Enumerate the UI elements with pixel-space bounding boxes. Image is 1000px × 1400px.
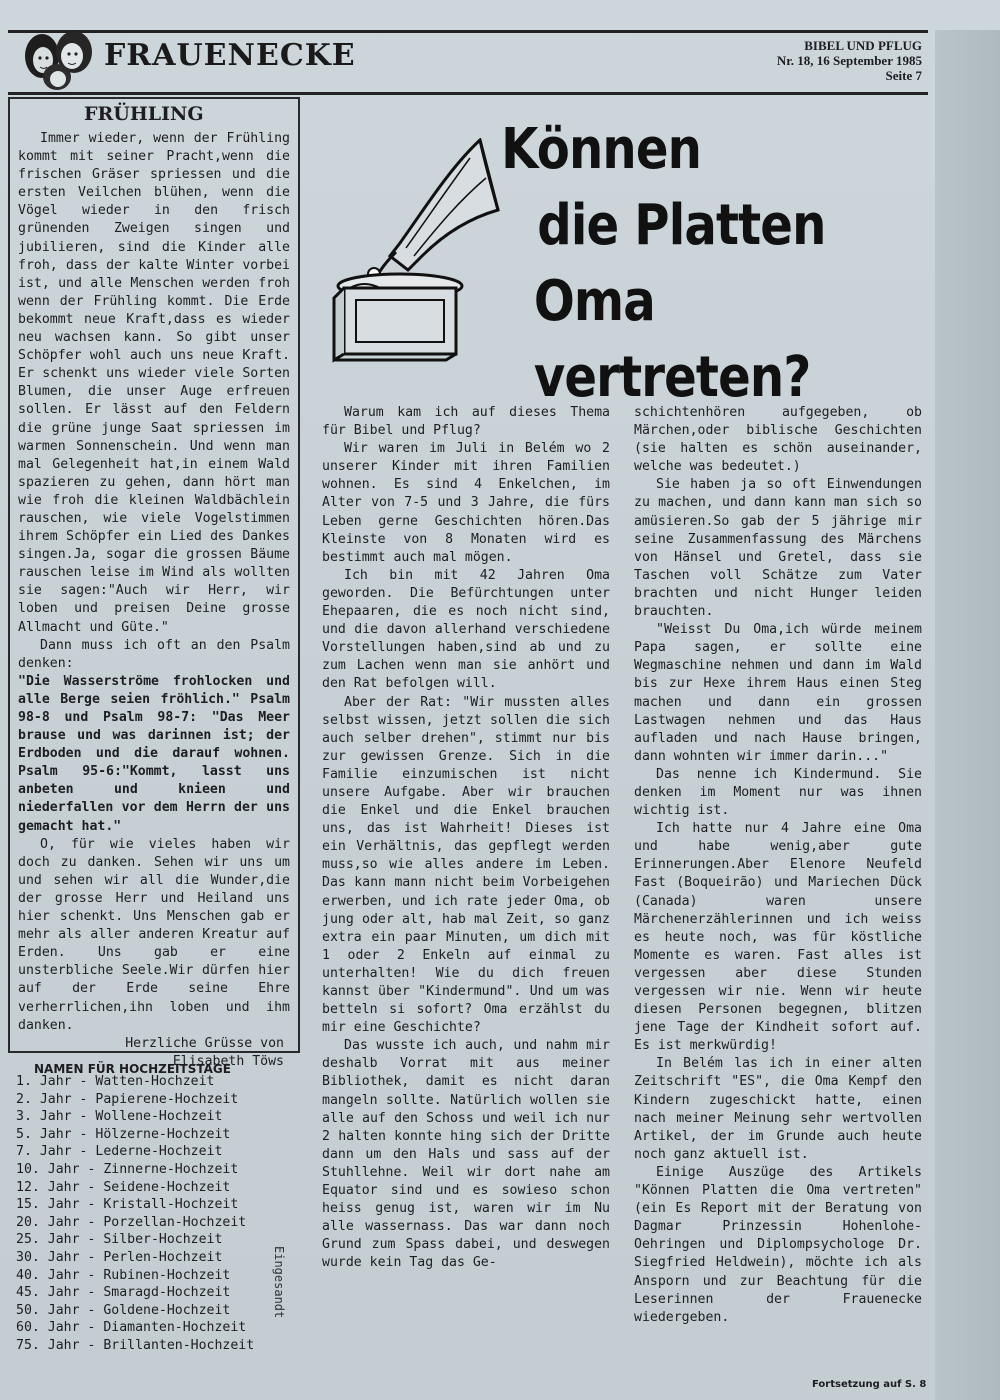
list-item: 3. Jahr - Wollene-Hochzeit	[16, 1109, 223, 1125]
list-item: 60. Jahr - Diamanten-Hochzeit	[16, 1320, 247, 1336]
continued-note: Fortsetzung auf S. 8	[812, 1379, 927, 1390]
list-item: 10. Jahr - Zinnerne-Hochzeit	[16, 1161, 239, 1177]
adjacent-page-edge	[935, 30, 1000, 1400]
list-item: 5. Jahr - Hölzerne-Hochzeit	[16, 1126, 231, 1142]
headline-line-2: die Platten	[537, 193, 826, 258]
article-paragraph: Das nenne ich Kindermund. Sie denken im Moment nur was ihnen wichtig ist.	[634, 766, 922, 819]
spring-greeting: Herzliche Grüsse von	[125, 1035, 284, 1051]
list-item: 12. Jahr - Seidene-Hochzeit	[16, 1179, 231, 1195]
article-paragraph: Sie haben ja so oft Einwendungen zu machen, und dann kann man sich so amüsieren.So gab der 5 jährige mir seine Zusammenfassung des Märchens von Hänsel und Gretel, dass sie Taschen voll Schätze zum Vater brachten und nicht Hunger leiden brauchten.	[634, 477, 922, 620]
header-bottom-rule	[8, 92, 928, 95]
article-paragraph: In Belém las ich in einer alten Zeitschrift "ES", die Oma Kempf den Kindern zugeschickt hatte, einen nach meiner Meinung sehr wertvollen Artikel, der im Grunde auch heute noch ganz aktuell ist.	[634, 1056, 922, 1162]
masthead-title: FRAUENECKE	[104, 38, 356, 73]
header-top-rule	[8, 30, 928, 33]
list-item: 20. Jahr - Porzellan-Hochzeit	[16, 1214, 247, 1230]
headline-line-3: Oma vertreten?	[533, 269, 811, 410]
list-item: 25. Jahr - Silber-Hochzeit	[16, 1232, 223, 1248]
article-headline	[496, 112, 929, 416]
wedding-anniversary-list	[16, 1073, 254, 1355]
spring-closing: O, für wie vieles haben wir doch zu danken. Sehen wir uns um und sehen wir all die Wunder,die der grosse Herr und Heiland uns hier schenkt. Uns Menschen gab er mehr als aller anderen Kreatur auf Erden. Uns gab er eine unsterbliche Seele.Wir dürfen hier auf der Erde seine Ehre verherrlichen,ihn loben und ihm danken.	[18, 836, 290, 1033]
gramophone-icon	[330, 138, 500, 370]
article-paragraph: Warum kam ich auf dieses Thema für Bibel und Pflug?	[322, 405, 610, 439]
wedding-list-title: NAMEN FÜR HOCHZEITSTAGE	[34, 1062, 231, 1076]
submitted-note: Eingesandt	[272, 1246, 286, 1319]
publication-name: BIBEL UND PFLUG	[804, 38, 922, 53]
article-column-2	[634, 404, 922, 1327]
spring-paragraph-2: Dann muss ich oft an den Psalm denken:	[18, 637, 290, 671]
article-paragraph: Wir waren im Juli in Belém wo 2 unserer Kinder mit ihren Familien wohnen. Es sind 4 Enkelchen, im Alter von 7-5 und 3 Jahre, die fürs Leben gerne Geschichten hören.Das Kleinste von 8 Monaten wird es bestimmt auch mal mögen.	[322, 441, 610, 565]
list-item: 30. Jahr - Perlen-Hochzeit	[16, 1249, 223, 1265]
spring-title: FRÜHLING	[84, 103, 204, 125]
spring-paragraph-1: Immer wieder, wenn der Frühling kommt mit seiner Pracht,wenn die frischen Gräser spriessen und die ersten Veilchen blühen, wenn die Vögel wieder in den frisch grünenden Zweigen singen und jubilieren, sind die Kinder alle froh, dass der kalte Winter vorbei ist, und alle Menschen werden froh wenn der Frühling kommt. Die Erde bekommt neue Kraft,dass es wieder neu wachsen kann. So gibt unser Schöpfer wohl auch uns neue Kraft. Er schenkt uns wieder viele Sorten Blumen, die unser Auge erfreuen sollen. Er lässt auf den Feldern die grüne junge Saat spriessen im warmen Sonnenschein. Und wenn man mal Gelegenheit hat,in einem Wald spazieren zu gehen, dann hört man wie froh die kleinen Waldbächlein rauschen, wie viele Vogelstimmen ihrem Schöpfer ein Lied des Dankes singen.Ja, sogar die grossen Bäume rauschen leise im Wind als wollten sie sagen:"Auch wir Herr, wir loben und preisen Deine grosse Allmacht und Güte."	[18, 131, 290, 635]
psalm-quote: "Die Wasserströme frohlocken und alle Berge seien fröhlich." Psalm 98-8 und Psalm 98-7: "Das Meer brause und was darinnen ist; der Erdboden und die darauf wohnen. Psalm 95-6:"Kommt, lasst uns anbeten und knieen und niederfallen vor dem Herrn der uns gemacht hat."	[18, 673, 290, 834]
list-item: 15. Jahr - Kristall-Hochzeit	[16, 1197, 239, 1213]
article-paragraph: "Weisst Du Oma,ich würde meinem Papa sagen, er sollte eine Wegmaschine nehmen und dann im Wald bis zur Hexe ihrem Haus einen Steg machen und dann ein grossen Lastwagen nehmen und das Haus aufladen und nach Hause bringen, dann wohnten wir immer darin..."	[634, 622, 922, 764]
women-faces-logo-icon	[12, 22, 104, 92]
list-item: 1. Jahr - Watten-Hochzeit	[16, 1074, 215, 1089]
spring-author: Elisabeth Töws	[172, 1053, 284, 1069]
spring-article-text	[18, 130, 290, 1071]
issue-info	[777, 38, 922, 83]
article-paragraph: Ich hatte nur 4 Jahre eine Oma und habe wenig,aber gute Erinnerungen.Aber Elenore Neufeld Fast (Boqueirão) und Mariechen Dück (Canada) waren unsere Märchenerzählerinnen und ich weiss es heute noch, was für köstliche Momente es waren. Fast alles ist vergessen aber diese Stunden vergessen wir nie. Wenn wir heute diesen Personen begegnen, blitzen jene Tage der Kindheit sofort auf. Es ist merkwürdig!	[634, 821, 922, 1054]
list-item: 50. Jahr - Goldene-Hochzeit	[16, 1302, 231, 1318]
article-paragraph: schichtenhören aufgegeben, ob Märchen,oder biblische Geschichten (sie halten es schön auseinander, welche was bedeutet.)	[634, 405, 922, 475]
list-item: 2. Jahr - Papierene-Hochzeit	[16, 1091, 239, 1107]
article-column-1	[322, 404, 610, 1273]
list-item: 7. Jahr - Lederne-Hochzeit	[16, 1144, 223, 1160]
article-paragraph: Aber der Rat: "Wir mussten alles selbst wissen, jetzt sollen die sich auch selber drehen", stimmt nur bis zur gewissen Grenze. Sich in die Familie einzumischen ist nicht unsere Aufgabe. Aber wir brauchen die Enkel und die Enkel brauchen uns, das ist Wahrheit! Dieses ist ein Verhältnis, das gepflegt werden muss,so wie alles andere im Leben. Das kann mann nicht beim Vorbeigehen erwerben, und ich rate jeder Oma, ob jung oder alt, hab mal Zeit, so ganz extra ein paar Minuten, um dich mit 1 oder 2 Enkeln auf einmal zu unterhalten! Wie du dich freuen kannst über "Kindermund". Und um was betteln si sofort? Oma erzählst du mir eine Geschichte?	[322, 694, 610, 1036]
list-item: 40. Jahr - Rubinen-Hochzeit	[16, 1267, 231, 1283]
list-item: 45. Jahr - Smaragd-Hochzeit	[16, 1285, 231, 1301]
page-number: Seite 7	[885, 68, 922, 83]
article-paragraph: Ich bin mit 42 Jahren Oma geworden. Die Befürchtungen unter Ehepaaren, die es noch nicht sind, und die davon allerhand verschiedene Vorstellungen haben,sind ab und zu zum Lachen wenn man sie anhört und den Rat befolgen will.	[322, 567, 610, 692]
article-paragraph: Einige Auszüge des Artikels "Können Platten die Oma vertreten" (ein Es Report mit der Beratung von Dagmar Prinzessin Hohenlohe-Oehringen und Diplompsychologe Dr. Siegfried Heldwein), möchte ich als Ansporn und zur Beachtung für die Leserinnen der Frauenecke wiedergeben.	[634, 1164, 922, 1325]
article-paragraph: Das wusste ich auch, und nahm mir deshalb Vorrat mit aus meiner Bibliothek, damit es nicht daran mangeln sollte. Natürlich wollen sie alle auf den Schoss und weil ich nur 2 halten konnte hing sich der Dritte dann um den Hals und sass auf der Stuhllehne. Weil wir dort nahe am Equator sind und es sowieso schon heiss genug ist, waren wir im Nu alle wassernass. Das war dann noch Grund zum Spass dabei, und deswegen wurde kein Tag das Ge-	[322, 1038, 610, 1271]
headline-line-1: Können	[501, 117, 702, 182]
issue-number-date: Nr. 18, 16 September 1985	[776, 53, 922, 68]
list-item: 75. Jahr - Brillanten-Hochzeit	[16, 1337, 255, 1353]
